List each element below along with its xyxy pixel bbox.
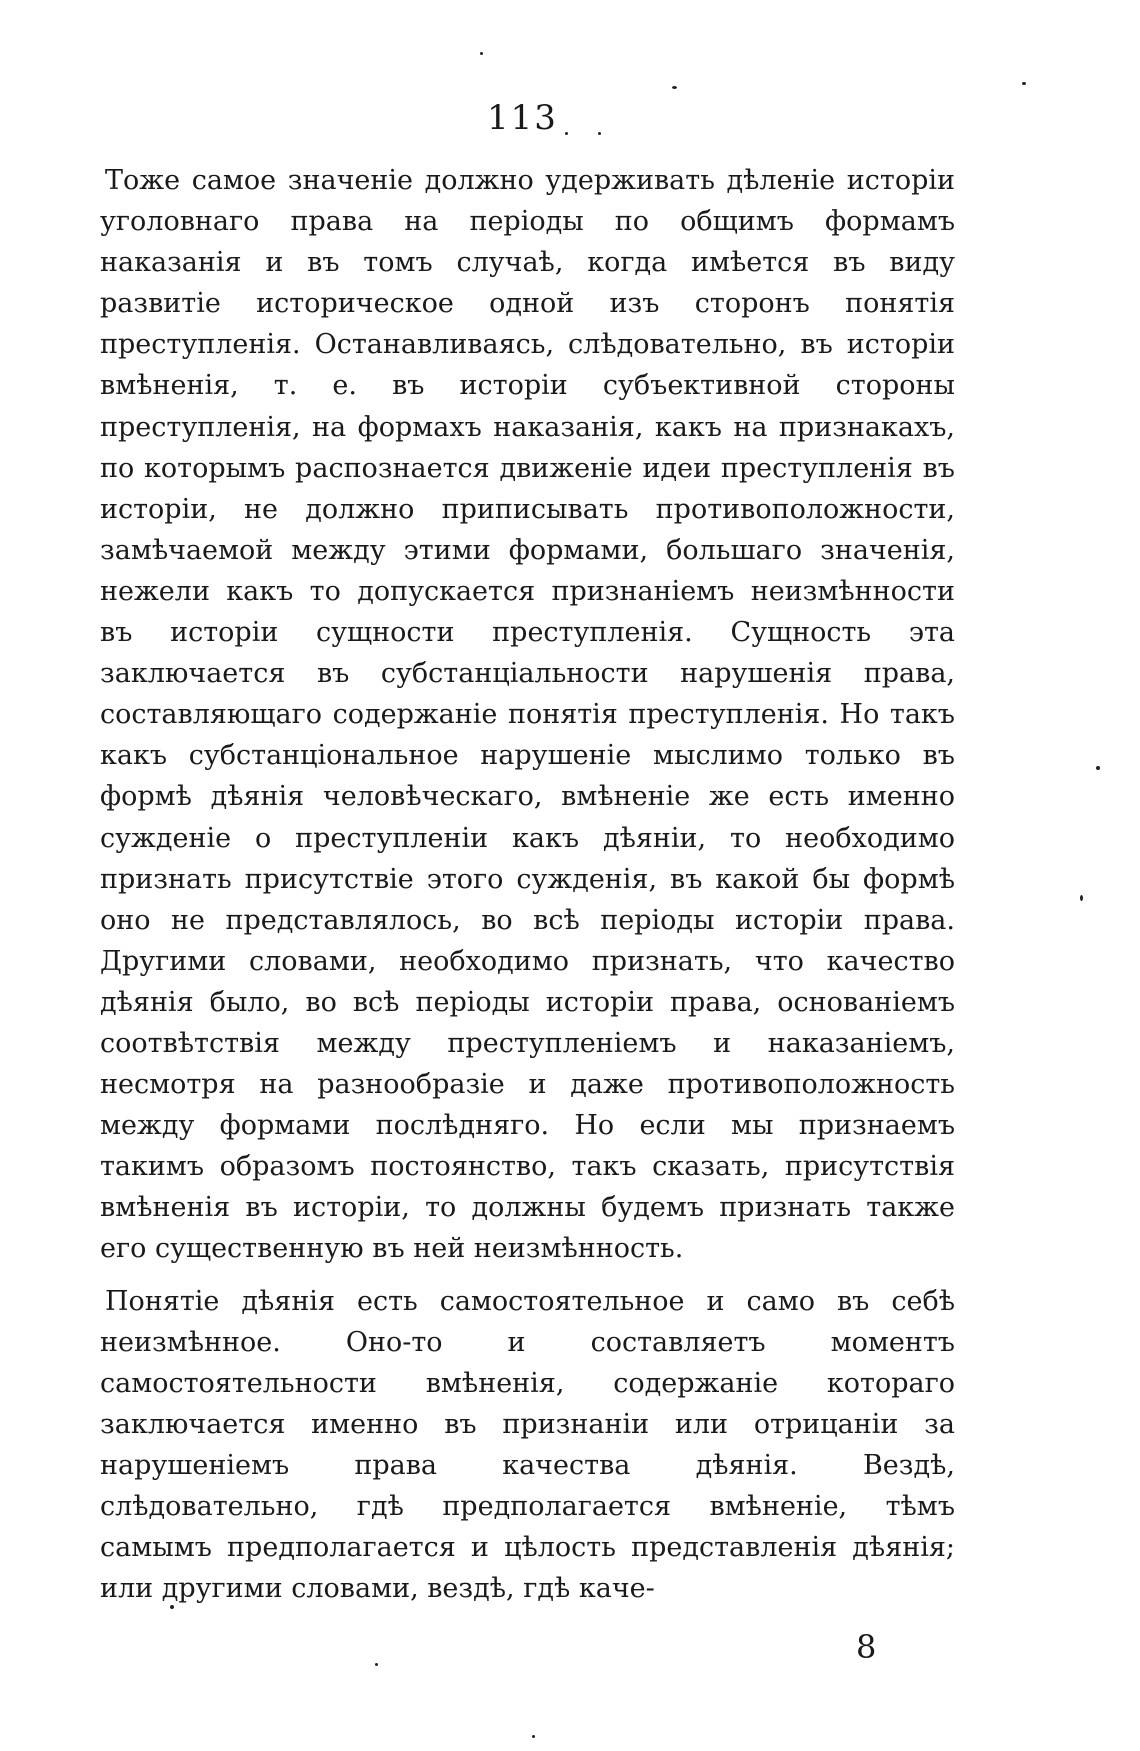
signature-mark: 8	[856, 1628, 877, 1666]
scan-speck	[480, 52, 483, 55]
scan-speck	[1096, 766, 1100, 770]
scan-speck	[1080, 895, 1083, 901]
scan-speck	[375, 1663, 378, 1666]
page-number: 113	[487, 98, 558, 138]
scan-speck	[532, 1735, 535, 1738]
scan-speck	[565, 132, 568, 135]
body-text	[100, 160, 955, 1609]
scan-speck	[672, 86, 677, 89]
scan-speck	[598, 132, 601, 135]
paragraph-2: Понятіе дѣянія есть самостоятельное и само въ себѣ неизмѣнное. Оно-то и составляетъ моментъ самостоятельности вмѣненія, содержаніе котораго заключается именно въ признаніи или отрицаніи за нарушеніемъ права качества дѣянія. Вездѣ, слѣдовательно, гдѣ предполагается вмѣненіе, тѣмъ самымъ предполагается и цѣлость представленія дѣянія; или другими словами, вездѣ, гдѣ каче-	[100, 1285, 955, 1605]
scan-speck	[170, 1605, 174, 1609]
scan-speck	[1022, 82, 1026, 85]
paragraph-1: Тоже самое значеніе должно удерживать дѣленіе исторіи уголовнаго права на періоды по общимъ формамъ наказанія и въ томъ случаѣ, когда имѣется въ виду развитіе историческое одной изъ сторонъ понятія преступленія. Останавливаясь, слѣдовательно, въ исторіи вмѣненія, т. е. въ исторіи субъективной стороны преступленія, на формахъ наказанія, какъ на признакахъ, по которымъ распознается движеніе идеи преступленія въ исторіи, не должно приписывать противоположности, замѣчаемой между этими формами, большаго значенія, нежели какъ то допускается признаніемъ неизмѣнности въ исторіи сущности преступленія. Сущность эта заключается въ субстанціальности нарушенія права, составляющаго содержаніе понятія преступленія. Но такъ какъ субстанціональное нарушеніе мыслимо только въ формѣ дѣянія человѣческаго, вмѣненіе же есть именно сужденіе о преступленіи какъ дѣяніи, то необходимо признать присутствіе этого сужденія, въ какой бы формѣ оно не представлялось, во всѣ періоды исторіи права. Другими словами, необходимо признать, что качество дѣянія было, во всѣ періоды исторіи права, основаніемъ соотвѣтствія между преступленіемъ и наказаніемъ, несмотря на разнообразіе и даже противоположность между формами послѣдняго. Но если мы признаемъ такимъ образомъ постоянство, такъ сказать, присутствія вмѣненія въ исторіи, то должны будемъ признать также его существенную въ ней неизмѣнность.	[100, 165, 955, 1265]
